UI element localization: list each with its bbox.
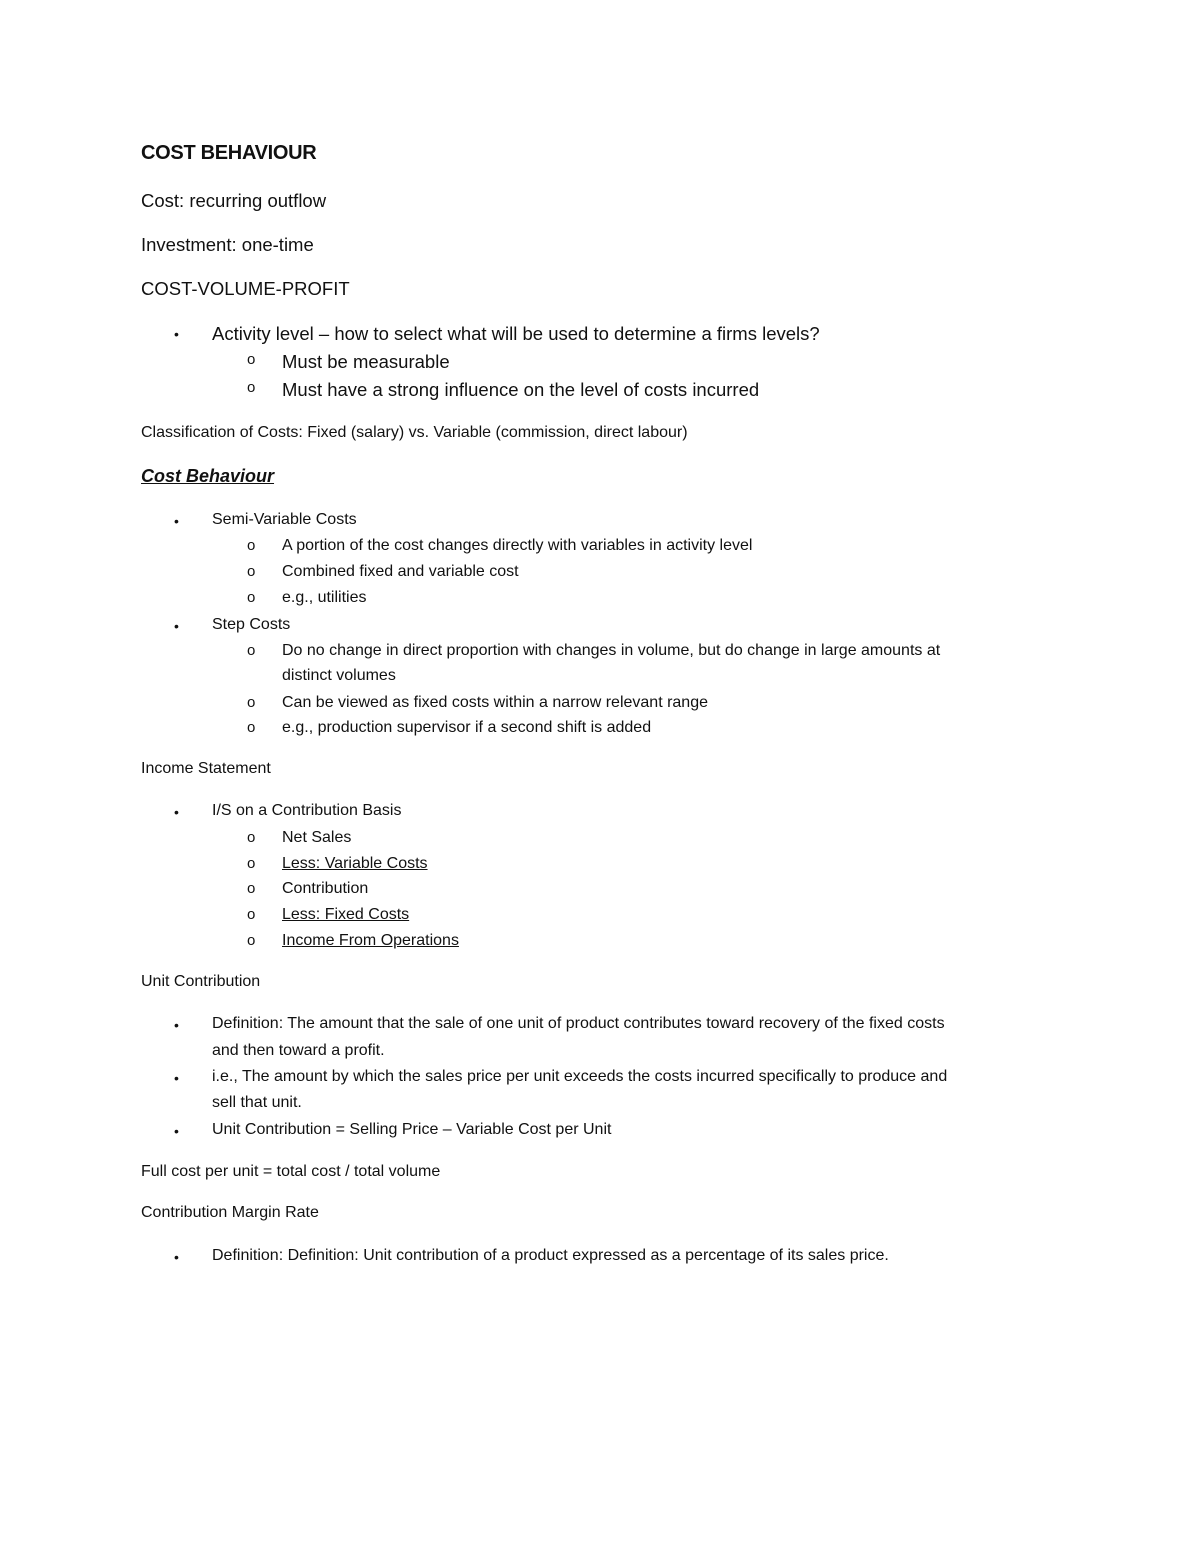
bullet-glyph: • bbox=[174, 804, 179, 820]
income-line-item: Income From Operations bbox=[282, 932, 459, 949]
bullet-glyph: • bbox=[174, 513, 179, 529]
sub-bullet-glyph: o bbox=[247, 379, 256, 396]
income-statement-heading: Income Statement bbox=[141, 760, 271, 777]
income-line-item: Less: Fixed Costs bbox=[282, 906, 410, 923]
sub-bullet-glyph: o bbox=[247, 589, 256, 606]
document-title: COST BEHAVIOUR bbox=[141, 142, 317, 164]
sub-bullet-glyph: o bbox=[247, 880, 256, 897]
sub-bullet-glyph: o bbox=[247, 537, 256, 554]
income-statement-bullet: I/S on a Contribution Basis bbox=[212, 802, 402, 819]
bullet-glyph: • bbox=[174, 1070, 179, 1086]
cvp-heading: COST-VOLUME-PROFIT bbox=[141, 278, 350, 299]
investment-definition bbox=[141, 234, 314, 256]
cvp-bullet: Activity level – how to select what will be used to determine a firms levels? bbox=[212, 323, 820, 344]
cost-definition bbox=[141, 190, 326, 212]
step-costs-sub-item: e.g., production supervisor if a second shift is added bbox=[282, 719, 652, 736]
semi-variable-sub-item: Combined fixed and variable cost bbox=[282, 563, 519, 580]
investment-value: one-time bbox=[236, 234, 314, 255]
sub-bullet-glyph: o bbox=[247, 855, 256, 872]
sub-bullet-glyph: o bbox=[247, 829, 256, 846]
cmr-definition: Definition: Definition: Unit contribution of a product expressed as a percentage of its sales price. bbox=[212, 1247, 889, 1264]
step-costs-sub-item: Do no change in direct proportion with changes in volume, but do change in large amounts at bbox=[282, 642, 941, 659]
sub-bullet-glyph: o bbox=[247, 694, 256, 711]
bullet-glyph: • bbox=[174, 1123, 179, 1139]
income-line-item: Contribution bbox=[282, 880, 369, 897]
bullet-glyph: • bbox=[174, 618, 179, 634]
semi-variable-sub-item: A portion of the cost changes directly with variables in activity level bbox=[282, 537, 753, 554]
income-line-item: Net Sales bbox=[282, 829, 352, 846]
unit-contribution-definition-cont: and then toward a profit. bbox=[212, 1042, 385, 1059]
unit-contribution-formula: Unit Contribution = Selling Price – Variable Cost per Unit bbox=[212, 1121, 612, 1138]
sub-bullet-glyph: o bbox=[247, 906, 256, 923]
unit-contribution-heading: Unit Contribution bbox=[141, 973, 261, 990]
bullet-glyph: • bbox=[174, 326, 179, 342]
sub-bullet-glyph: o bbox=[247, 932, 256, 949]
semi-variable-label: Semi-Variable Costs bbox=[212, 511, 357, 528]
investment-label: Investment: bbox=[141, 234, 237, 255]
unit-contribution-ie-cont: sell that unit. bbox=[212, 1094, 302, 1111]
income-line-item: Less: Variable Costs bbox=[282, 855, 428, 872]
cost-behaviour-heading: Cost Behaviour bbox=[141, 466, 275, 486]
step-costs-sub-item-cont: distinct volumes bbox=[282, 667, 396, 684]
full-cost-formula: Full cost per unit = total cost / total volume bbox=[141, 1163, 441, 1180]
classification-text: Classification of Costs: Fixed (salary) vs. Variable (commission, direct labour) bbox=[141, 424, 688, 441]
sub-bullet-glyph: o bbox=[247, 719, 256, 736]
cvp-sub-item: Must have a strong influence on the level of costs incurred bbox=[282, 379, 760, 400]
cvp-sub-item: Must be measurable bbox=[282, 351, 450, 372]
sub-bullet-glyph: o bbox=[247, 642, 256, 659]
unit-contribution-definition: Definition: The amount that the sale of one unit of product contributes toward recovery of the fixed costs bbox=[212, 1015, 945, 1032]
sub-bullet-glyph: o bbox=[247, 563, 256, 580]
step-costs-sub-item: Can be viewed as fixed costs within a narrow relevant range bbox=[282, 694, 708, 711]
cost-value: recurring outflow bbox=[184, 190, 327, 211]
step-costs-label: Step Costs bbox=[212, 616, 291, 633]
unit-contribution-ie: i.e., The amount by which the sales price per unit exceeds the costs incurred specifically to produce and bbox=[212, 1068, 948, 1085]
sub-bullet-glyph: o bbox=[247, 351, 256, 368]
bullet-glyph: • bbox=[174, 1249, 179, 1265]
cost-label: Cost: bbox=[141, 190, 185, 211]
semi-variable-sub-item: e.g., utilities bbox=[282, 589, 367, 606]
bullet-glyph: • bbox=[174, 1017, 179, 1033]
cmr-heading: Contribution Margin Rate bbox=[141, 1204, 319, 1221]
